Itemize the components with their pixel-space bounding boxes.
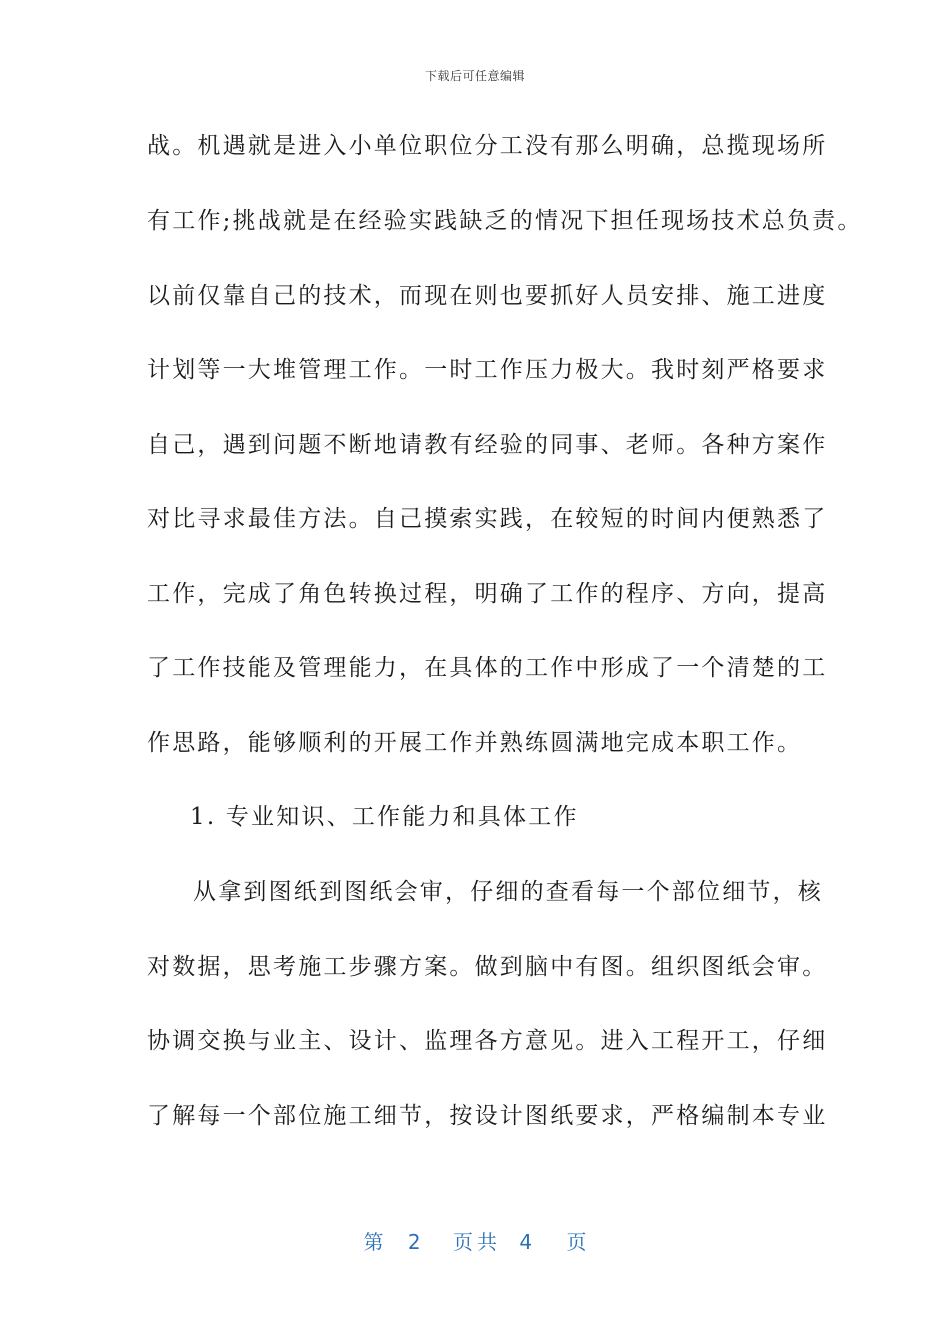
body-line: 对比寻求最佳方法。自己摸索实践，在较短的时间内便熟悉了 bbox=[147, 506, 828, 532]
footer-suffix: 页 bbox=[566, 1230, 587, 1254]
body-line: 工作，完成了角色转换过程，明确了工作的程序、方向，提高 bbox=[147, 581, 828, 607]
body-line: 以前仅靠自己的技术，而现在则也要抓好人员安排、施工进度 bbox=[147, 283, 828, 309]
footer-total-pages: 4 bbox=[519, 1230, 533, 1254]
body-line: 对数据，思考施工步骤方案。做到脑中有图。组织图纸会审。 bbox=[147, 954, 828, 980]
footer-middle: 页共 bbox=[453, 1230, 501, 1254]
footer-prefix: 第 bbox=[363, 1230, 384, 1254]
body-line: 从拿到图纸到图纸会审，仔细的查看每一个部位细节，核 bbox=[193, 879, 823, 905]
body-line: 作思路，能够顺利的开展工作并熟练圆满地完成本职工作。 bbox=[147, 730, 803, 756]
body-line: 自己，遇到问题不断地请教有经验的同事、老师。各种方案作 bbox=[147, 432, 828, 458]
body-line: 战。机遇就是进入小单位职位分工没有那么明确，总揽现场所 bbox=[147, 133, 828, 159]
body-line: 计划等一大堆管理工作。一时工作压力极大。我时刻严格要求 bbox=[147, 357, 828, 383]
body-line: 有工作;挑战就是在经验实践缺乏的情况下担任现场技术总负责。 bbox=[147, 208, 863, 234]
header-note: 下载后可任意编辑 bbox=[424, 69, 525, 83]
section-heading: 1. 专业知识、工作能力和具体工作 bbox=[190, 804, 579, 830]
page-footer bbox=[0, 1226, 950, 1255]
footer-current-page: 2 bbox=[407, 1230, 421, 1254]
body-line: 了解每一个部位施工细节，按设计图纸要求，严格编制本专业 bbox=[147, 1103, 828, 1129]
body-line: 协调交换与业主、设计、监理各方意见。进入工程开工，仔细 bbox=[147, 1028, 828, 1054]
body-line: 了工作技能及管理能力，在具体的工作中形成了一个清楚的工 bbox=[147, 655, 828, 681]
